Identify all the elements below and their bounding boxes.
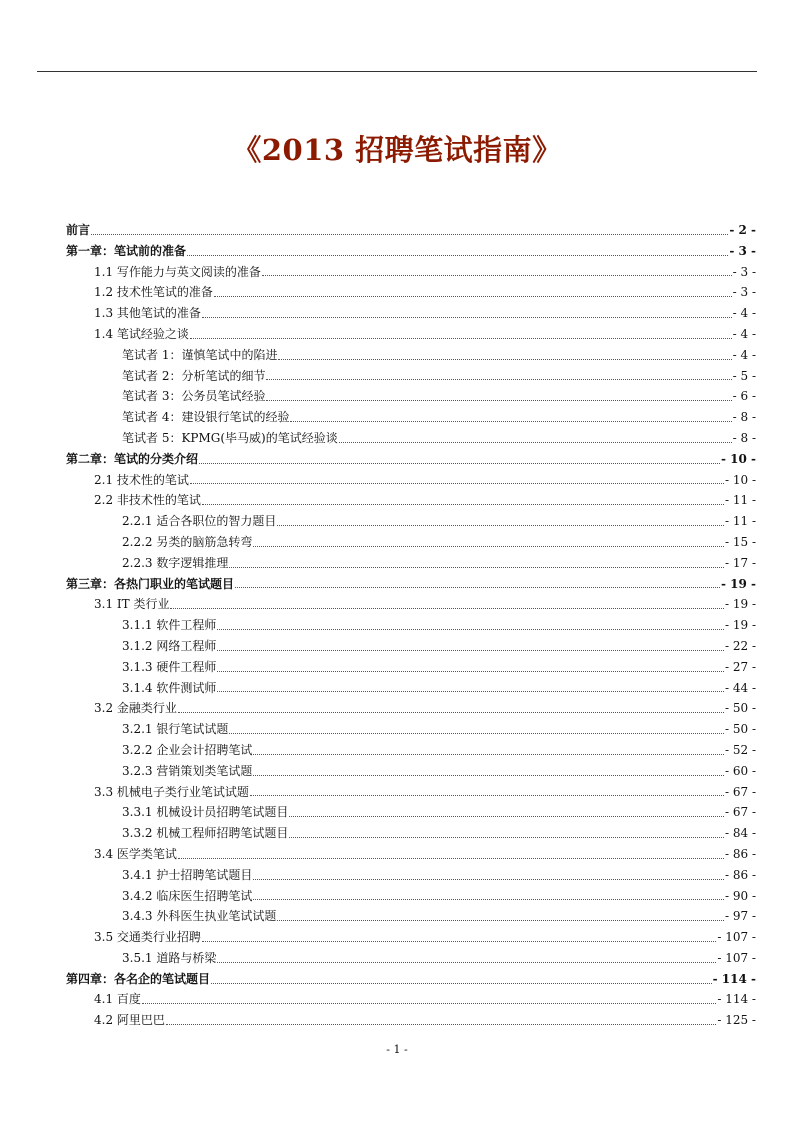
toc-entry[interactable] xyxy=(66,262,756,283)
dot-leader xyxy=(170,608,724,609)
dot-leader xyxy=(253,546,724,547)
toc-entry[interactable] xyxy=(66,366,756,387)
toc-entry[interactable] xyxy=(66,823,756,844)
dot-leader xyxy=(166,1024,716,1025)
toc-entry-label: 3.4.3 外科医生执业笔试试题 xyxy=(122,909,277,924)
toc-entry-page: - 19 - xyxy=(724,618,756,633)
toc-entry-page: - 5 - xyxy=(732,368,756,383)
toc-entry-page: - 50 - xyxy=(724,722,756,737)
toc-entry-page: - 84 - xyxy=(724,826,756,841)
toc-entry-label: 笔试者 1：谨慎笔试中的陷进 xyxy=(122,347,278,362)
toc-entry-label: 前言 xyxy=(66,223,91,237)
toc-entry-page: - 52 - xyxy=(724,742,756,757)
toc-entry-label: 3.4 医学类笔试 xyxy=(94,846,177,861)
toc-entry-label: 4.1 百度 xyxy=(94,992,141,1007)
dot-leader xyxy=(91,234,728,235)
toc-entry[interactable] xyxy=(66,407,756,428)
toc-entry-page: - 4 - xyxy=(732,306,756,321)
page-number: - 1 - xyxy=(386,1043,408,1056)
dot-leader xyxy=(289,816,724,817)
dot-leader xyxy=(190,483,724,484)
toc-entry[interactable] xyxy=(66,511,756,532)
dot-leader xyxy=(202,941,716,942)
toc-entry[interactable] xyxy=(66,449,756,470)
toc-entry-page: - 60 - xyxy=(724,763,756,778)
dot-leader xyxy=(289,837,724,838)
toc-entry-page: - 11 - xyxy=(724,493,756,508)
toc-entry[interactable] xyxy=(66,906,756,927)
toc-entry[interactable] xyxy=(66,719,756,740)
toc-entry-page: - 17 - xyxy=(724,555,756,570)
toc-entry-label: 笔试者 3：公务员笔试经验 xyxy=(122,389,266,404)
dot-leader xyxy=(217,962,716,963)
toc-entry-label: 第一章：笔试前的准备 xyxy=(66,243,187,258)
toc-entry[interactable] xyxy=(66,428,756,449)
toc-entry-page: - 50 - xyxy=(724,701,756,716)
dot-leader xyxy=(277,920,724,921)
dot-leader xyxy=(199,463,720,464)
toc-entry[interactable] xyxy=(66,948,756,969)
dot-leader xyxy=(253,899,724,900)
document-title: 《2013 招聘笔试指南》 xyxy=(232,133,562,167)
dot-leader xyxy=(217,650,724,651)
dot-leader xyxy=(142,1003,716,1004)
toc-entry-label: 3.3.2 机械工程师招聘笔试题目 xyxy=(122,826,289,841)
toc-entry-page: - 114 - xyxy=(712,971,756,986)
toc-entry[interactable] xyxy=(66,220,756,241)
dot-leader xyxy=(217,691,724,692)
toc-entry-page: - 86 - xyxy=(724,867,756,882)
toc-entry-label: 笔试者 4：建设银行笔试的经验 xyxy=(122,410,290,425)
dot-leader xyxy=(278,359,731,360)
toc-entry[interactable] xyxy=(66,594,756,615)
toc-entry-page: - 97 - xyxy=(724,909,756,924)
dot-leader xyxy=(217,671,724,672)
toc-entry-label: 2.2 非技术性的笔试 xyxy=(94,493,201,508)
dot-leader xyxy=(235,587,720,588)
dot-leader xyxy=(253,754,724,755)
toc-entry-label: 笔试者 5：KPMG(毕马威)的笔试经验谈 xyxy=(122,430,338,445)
toc-entry-page: - 11 - xyxy=(724,514,756,529)
dot-leader xyxy=(266,379,731,380)
dot-leader xyxy=(202,317,732,318)
toc-entry-page: - 90 - xyxy=(724,888,756,903)
toc-entry-label: 3.5 交通类行业招聘 xyxy=(94,930,201,945)
toc-entry[interactable] xyxy=(66,553,756,574)
toc-entry[interactable] xyxy=(66,657,756,678)
dot-leader xyxy=(250,795,724,796)
toc-entry-label: 2.1 技术性的笔试 xyxy=(94,472,189,487)
toc-entry[interactable] xyxy=(66,761,756,782)
toc-entry[interactable] xyxy=(66,989,756,1010)
toc-entry-page: - 8 - xyxy=(732,410,756,425)
toc-entry[interactable] xyxy=(66,636,756,657)
toc-entry-page: - 86 - xyxy=(724,846,756,861)
toc-entry[interactable] xyxy=(66,740,756,761)
toc-entry-page: - 3 - xyxy=(732,264,756,279)
toc-entry-page: - 107 - xyxy=(717,930,756,945)
dot-leader xyxy=(253,775,724,776)
toc-entry[interactable] xyxy=(66,386,756,407)
toc-entry-label: 3.2 金融类行业 xyxy=(94,701,177,716)
toc-entry-page: - 19 - xyxy=(720,576,756,591)
toc-entry[interactable] xyxy=(66,241,756,262)
header-rule xyxy=(37,71,757,72)
toc-entry-page: - 67 - xyxy=(724,805,756,820)
toc-entry[interactable] xyxy=(66,470,756,491)
toc-entry-page: - 10 - xyxy=(720,451,756,466)
toc-entry-label: 3.1.4 软件测试师 xyxy=(122,680,217,695)
toc-entry-page: - 4 - xyxy=(732,347,756,362)
dot-leader xyxy=(290,421,731,422)
toc-entry[interactable] xyxy=(66,574,756,595)
toc-entry[interactable] xyxy=(66,886,756,907)
toc-entry-page: - 44 - xyxy=(724,680,756,695)
toc-entry-page: - 67 - xyxy=(724,784,756,799)
toc-entry-label: 3.1 IT 类行业 xyxy=(94,597,170,612)
toc-entry[interactable] xyxy=(66,1010,756,1031)
toc-entry-page: - 22 - xyxy=(724,638,756,653)
toc-entry[interactable] xyxy=(66,282,756,303)
toc-entry-page: - 114 - xyxy=(717,992,756,1007)
toc-entry-label: 第四章：各名企的笔试题目 xyxy=(66,971,211,986)
toc-entry-page: - 3 - xyxy=(729,243,756,258)
toc-entry-label: 3.1.3 硬件工程师 xyxy=(122,659,217,674)
dot-leader xyxy=(266,400,731,401)
toc-entry-label: 第三章：各热门职业的笔试题目 xyxy=(66,576,235,591)
toc-entry-label: 3.2.1 银行笔试试题 xyxy=(122,722,229,737)
toc-entry-label: 4.2 阿里巴巴 xyxy=(94,1013,165,1028)
toc-entry-label: 3.5.1 道路与桥梁 xyxy=(122,950,217,965)
toc-entry-label: 1.4 笔试经验之谈 xyxy=(94,326,189,341)
toc-entry[interactable] xyxy=(66,782,756,803)
toc-entry-page: - 6 - xyxy=(732,389,756,404)
table-of-contents xyxy=(66,220,756,1031)
toc-entry-page: - 27 - xyxy=(724,659,756,674)
toc-entry[interactable] xyxy=(66,303,756,324)
toc-entry-page: - 10 - xyxy=(724,472,756,487)
dot-leader xyxy=(214,296,732,297)
toc-entry-label: 1.1 写作能力与英文阅读的准备 xyxy=(94,264,261,279)
toc-entry[interactable] xyxy=(66,927,756,948)
toc-entry[interactable] xyxy=(66,969,756,990)
dot-leader xyxy=(339,442,732,443)
toc-entry-label: 第二章：笔试的分类介绍 xyxy=(66,451,199,466)
toc-entry[interactable] xyxy=(66,844,756,865)
toc-entry[interactable] xyxy=(66,615,756,636)
dot-leader xyxy=(262,275,732,276)
toc-entry[interactable] xyxy=(66,532,756,553)
dot-leader xyxy=(217,629,724,630)
toc-entry-page: - 8 - xyxy=(732,430,756,445)
dot-leader xyxy=(229,567,724,568)
toc-entry[interactable] xyxy=(66,698,756,719)
toc-entry-page: - 4 - xyxy=(732,326,756,341)
toc-entry-label: 3.1.1 软件工程师 xyxy=(122,618,217,633)
toc-entry-label: 3.3.1 机械设计员招聘笔试题目 xyxy=(122,805,289,820)
dot-leader xyxy=(190,338,732,339)
toc-entry-page: - 125 - xyxy=(717,1013,756,1028)
toc-entry[interactable] xyxy=(66,802,756,823)
toc-entry-label: 2.2.2 另类的脑筋急转弯 xyxy=(122,534,253,549)
dot-leader xyxy=(178,858,724,859)
toc-entry-label: 1.2 技术性笔试的准备 xyxy=(94,285,213,300)
dot-leader xyxy=(187,255,728,256)
toc-entry-page: - 15 - xyxy=(724,534,756,549)
toc-entry-label: 3.2.2 企业会计招聘笔试 xyxy=(122,742,253,757)
dot-leader xyxy=(202,504,724,505)
toc-entry[interactable] xyxy=(66,324,756,345)
toc-entry-page: - 19 - xyxy=(724,597,756,612)
toc-entry[interactable] xyxy=(66,345,756,366)
dot-leader xyxy=(211,983,712,984)
toc-entry-page: - 107 - xyxy=(717,950,756,965)
dot-leader xyxy=(253,879,724,880)
toc-entry-label: 2.2.1 适合各职位的智力题目 xyxy=(122,514,277,529)
toc-entry[interactable] xyxy=(66,490,756,511)
dot-leader xyxy=(178,712,724,713)
toc-entry-label: 3.1.2 网络工程师 xyxy=(122,638,217,653)
toc-entry-label: 1.3 其他笔试的准备 xyxy=(94,306,201,321)
dot-leader xyxy=(229,733,724,734)
toc-entry[interactable] xyxy=(66,865,756,886)
toc-entry-page: - 2 - xyxy=(729,223,756,237)
toc-entry-label: 笔试者 2：分析笔试的细节 xyxy=(122,368,266,383)
toc-entry-label: 3.2.3 营销策划类笔试题 xyxy=(122,763,253,778)
toc-entry-page: - 3 - xyxy=(732,285,756,300)
toc-entry-label: 2.2.3 数字逻辑推理 xyxy=(122,555,229,570)
toc-entry[interactable] xyxy=(66,678,756,699)
toc-entry-label: 3.4.2 临床医生招聘笔试 xyxy=(122,888,253,903)
toc-entry-label: 3.3 机械电子类行业笔试试题 xyxy=(94,784,249,799)
dot-leader xyxy=(277,525,724,526)
toc-entry-label: 3.4.1 护士招聘笔试题目 xyxy=(122,867,253,882)
